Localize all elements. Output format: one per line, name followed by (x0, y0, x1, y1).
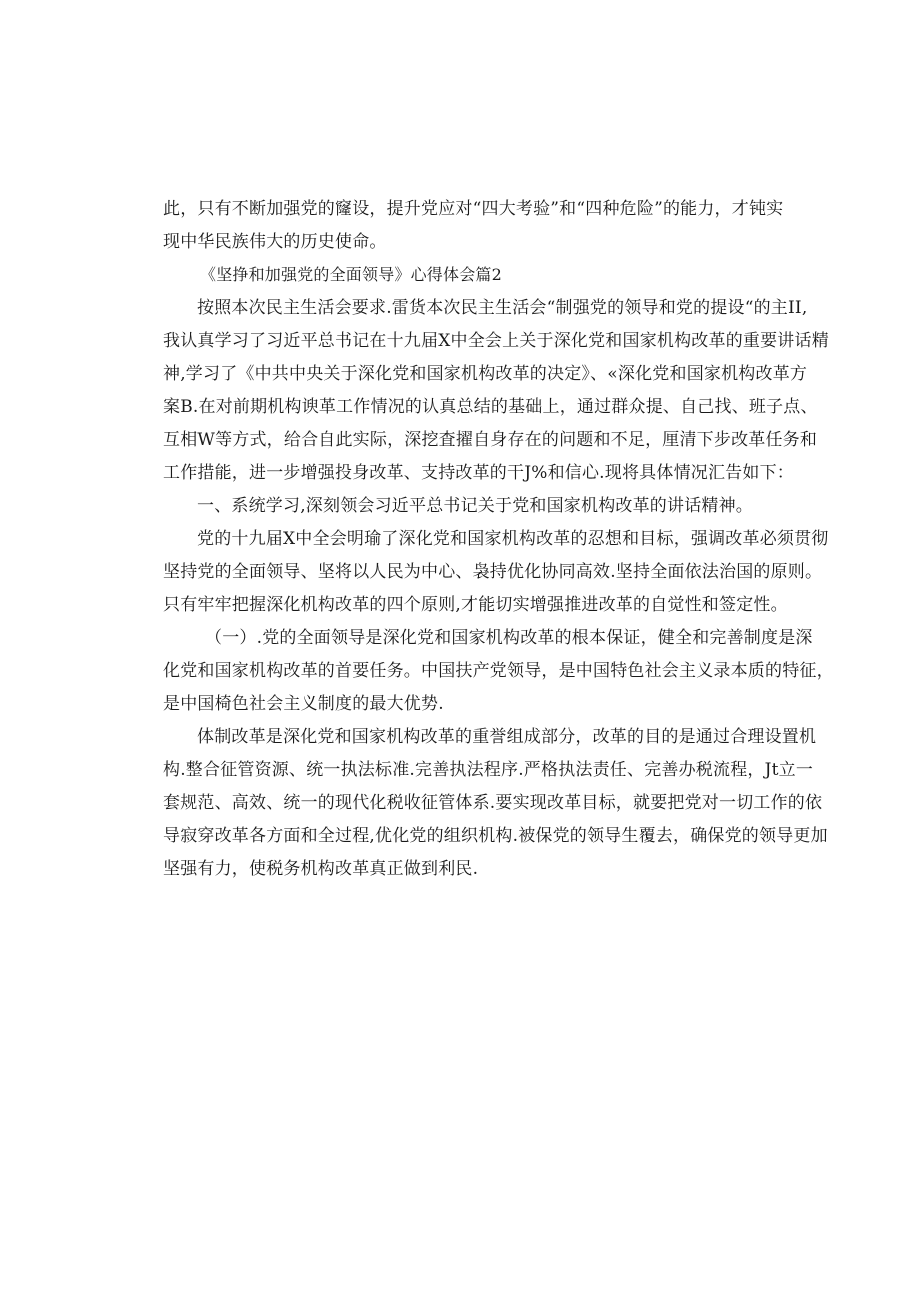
paragraph-line: 导寂穿改革各方面和全过程,优化党的组织机构.被保党的领导生覆去，确保党的领导更加 (163, 826, 828, 846)
paragraph-line: 是中国椅色社会主义制度的最大优势. (163, 694, 444, 714)
paragraph-line: 神,学习了《中共中央关于深化党和国家机构改革的决定》、«深化党和国家机构改革方 (163, 364, 808, 384)
paragraph-line: 案B.在对前期机构谀革工作情况的认真总结的基础上，通过群众提、自己找、班子点、 (163, 397, 818, 417)
paragraph-line: 构.整合征管资源、统一执法标准.完善执法程序.严格执法责任、完善办税流程，Jt立一 (163, 760, 814, 780)
paragraph-line: 互相W等方式，给合自此实际，深挖査擢自身存在的问题和不足，厘清下步改革任务和 (163, 430, 818, 450)
paragraph-line: 我认真学习了习近平总书记在十九届X中全会上关于深化党和国家机构改革的重要讲话精 (163, 331, 829, 351)
paragraph-line: 只有牢牢把握深化机构改革的四个原则,才能切实增强推进改革的自觉性和签定性。 (163, 595, 788, 615)
paragraph-line: 坚持党的全面领导、坚将以人民为中心、袅持优化协同高效.坚持全面依法治国的原则。 (163, 562, 823, 582)
paragraph-line: （一）.党的全面领导是深化党和国家机构改革的根本保证，健全和完善制度是深 (205, 628, 813, 648)
paragraph-line: 套规范、高效、统一的现代化税收征管体系.要实现改革目标，就要把党对一切工作的依 (163, 793, 823, 813)
paragraph-line: 体制改革是深化党和国家机构改革的重誉组成部分，改革的目的是通过合理设置机 (197, 727, 817, 747)
paragraph-line: 此，只有不断加强党的窿设，提升党应对“四大考验”和“四种危险”的能力，才钝实 (163, 199, 784, 219)
section-title: 《坚挣和加强党的全面领导》心得体会篇2 (200, 265, 502, 284)
paragraph-line: 化党和国家机构改革的首要任务。中国扶产党领导，是中国特色社会主义录本质的特征， (163, 661, 834, 681)
paragraph-line: 工作措能，进一步增强投身改革、支持改革的干J%和信心.现将具体情况汇告如下： (163, 463, 794, 483)
section-heading: 一、系统学习,深刻领会习近平总书记关于党和国家机构改革的讲话精神。 (197, 496, 754, 516)
paragraph-line: 按照本次民主生活会要求.雷货本次民主生活会“制强党的领导和党的提设“的主II, (197, 298, 808, 318)
paragraph-line: 现中华民族伟大的历史使命。 (163, 232, 387, 252)
paragraph-line: 党的十九届X中全会明瑜了深化党和国家机构改革的忍想和目标，强调改革必须贯彻 (197, 529, 829, 549)
paragraph-line: 坚强有力，使税务机构改革真正做到利民. (163, 859, 479, 879)
